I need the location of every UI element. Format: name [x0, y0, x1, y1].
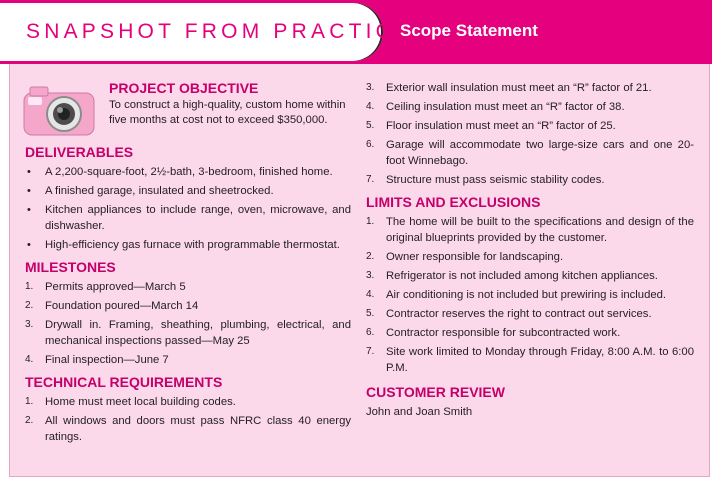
item-number: 4. [366, 101, 375, 112]
right-column [366, 80, 694, 420]
item-number: 4. [366, 289, 375, 300]
list-item [25, 164, 351, 180]
list-item [366, 344, 694, 376]
item-number: 4. [25, 354, 34, 365]
limit-text: Contractor reserves the right to contract out services. [386, 308, 652, 320]
list-item [25, 413, 351, 445]
item-number: 3. [366, 82, 375, 93]
milestone-text: Final inspection—June 7 [45, 354, 169, 366]
item-number: 1. [25, 281, 34, 292]
deliverable-text: Kitchen appliances to include range, oven, microwave, and dishwasher. [45, 204, 351, 232]
item-number: 5. [366, 308, 375, 319]
requirement-text: Exterior wall insulation must meet an “R” factor of 21. [386, 82, 652, 94]
limit-text: Site work limited to Monday through Friday, 8:00 A.M. to 6:00 P.M. [386, 346, 694, 374]
list-item [25, 183, 351, 199]
left-column [25, 80, 351, 448]
milestones-list [25, 279, 351, 368]
list-item [366, 325, 694, 341]
requirement-text: Structure must pass seismic stability codes. [386, 174, 605, 186]
limit-text: Owner responsible for landscaping. [386, 251, 564, 263]
requirement-text: All windows and doors must pass NFRC class 40 energy ratings. [45, 415, 351, 443]
project-objective-section [25, 80, 351, 142]
banner-text: SNAPSHOT FROM PRACTICE [26, 20, 414, 43]
list-item [25, 237, 351, 253]
limit-text: Refrigerator is not included among kitchen appliances. [386, 270, 658, 282]
review-heading: CUSTOMER REVIEW [366, 384, 505, 400]
item-number: 6. [366, 139, 375, 150]
deliverable-text: A finished garage, insulated and sheetrocked. [45, 185, 274, 197]
limits-heading: LIMITS AND EXCLUSIONS [366, 194, 541, 210]
list-item [366, 99, 694, 115]
list-item [366, 249, 694, 265]
item-number: 1. [25, 396, 34, 407]
requirement-text: Ceiling insulation must meet an “R” factor of 38. [386, 101, 625, 113]
limit-text: Air conditioning is not included but prewiring is included. [386, 289, 667, 301]
camera-icon [22, 83, 96, 137]
item-number: 1. [366, 216, 375, 227]
objective-text: To construct a high-quality, custom home within five months at cost not to exceed $350,000. [109, 99, 346, 126]
list-item [366, 268, 694, 284]
item-number: 3. [25, 319, 34, 330]
item-number: 2. [25, 300, 34, 311]
technical-list-right [366, 80, 694, 188]
bullet-icon: • [27, 166, 31, 178]
milestone-text: Foundation poured—March 14 [45, 300, 199, 312]
limit-text: Contractor responsible for subcontracted work. [386, 327, 621, 339]
technical-heading: TECHNICAL REQUIREMENTS [25, 374, 223, 390]
deliverable-text: A 2,200-square-foot, 2½-bath, 3-bedroom, finished home. [45, 166, 333, 178]
bullet-icon: • [27, 239, 31, 251]
item-number: 2. [366, 251, 375, 262]
list-item [25, 394, 351, 410]
item-number: 3. [366, 270, 375, 281]
milestone-text: Permits approved—March 5 [45, 281, 186, 293]
bullet-icon: • [27, 185, 31, 197]
limit-text: The home will be built to the specifications and design of the original blueprints provided by the customer. [386, 216, 694, 244]
item-number: 7. [366, 346, 375, 357]
list-item [25, 279, 351, 295]
page-title: Scope Statement [400, 21, 538, 40]
limits-list [366, 214, 694, 376]
list-item [366, 80, 694, 96]
deliverables-heading: DELIVERABLES [25, 144, 134, 160]
requirement-text: Garage will accommodate two large-size cars and one 20-foot Winnebago. [386, 139, 694, 167]
requirement-text: Floor insulation must meet an “R” factor of 25. [386, 120, 616, 132]
list-item [366, 287, 694, 303]
review-text: John and Joan Smith [366, 406, 473, 418]
bullet-icon: • [27, 204, 31, 216]
snapshot-banner [0, 3, 414, 61]
list-item [25, 317, 351, 349]
item-number: 6. [366, 327, 375, 338]
deliverable-text: High-efficiency gas furnace with programmable thermostat. [45, 239, 340, 251]
list-item [25, 202, 351, 234]
header-bar [0, 0, 712, 64]
list-item [25, 298, 351, 314]
list-item [366, 137, 694, 169]
item-number: 7. [366, 174, 375, 185]
list-item [25, 352, 351, 368]
deliverables-list [25, 164, 351, 253]
list-item [366, 172, 694, 188]
item-number: 5. [366, 120, 375, 131]
list-item [366, 118, 694, 134]
list-item [366, 306, 694, 322]
milestones-heading: MILESTONES [25, 259, 116, 275]
technical-list-left [25, 394, 351, 445]
milestone-text: Drywall in. Framing, sheathing, plumbing, electrical, and mechanical inspections passed—May 25 [45, 319, 351, 347]
list-item [366, 214, 694, 246]
item-number: 2. [25, 415, 34, 426]
requirement-text: Home must meet local building codes. [45, 396, 236, 408]
objective-heading: PROJECT OBJECTIVE [109, 80, 259, 96]
